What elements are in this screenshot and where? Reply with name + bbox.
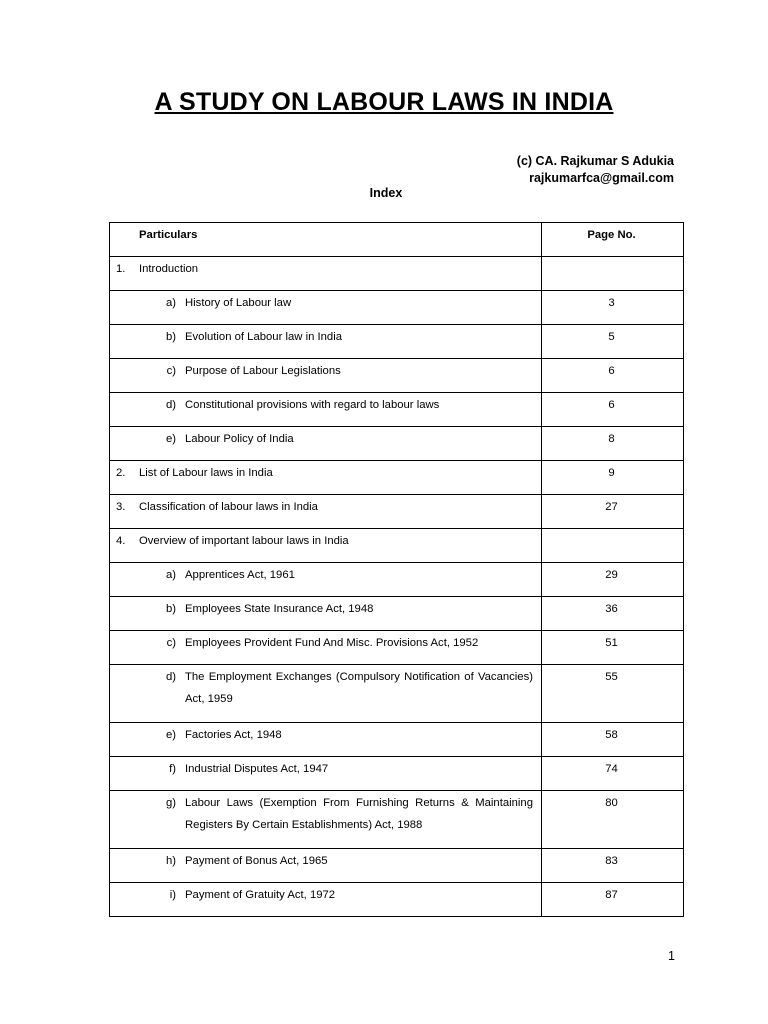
table-row [110,529,684,563]
item-letter: f) [169,763,176,775]
item-label: Purpose of Labour Legislations [185,365,341,377]
header-particulars: Particulars [139,229,198,241]
table-row [110,665,684,723]
item-label: Industrial Disputes Act, 1947 [185,763,329,775]
item-letter: d) [165,399,176,411]
item-page: 55 [542,665,684,723]
item-label: List of Labour laws in India [139,467,273,479]
item-letter: g) [165,797,176,809]
item-page: 58 [542,723,684,757]
item-label: Apprentices Act, 1961 [185,569,295,581]
item-label: Introduction [139,263,199,275]
table-row [110,757,684,791]
item-label: Employees Provident Fund And Misc. Provisions Act, 1952 [185,637,479,649]
table-row [110,563,684,597]
item-page: 9 [542,461,684,495]
table-row [110,883,684,917]
item-page: 87 [542,883,684,917]
item-label: Labour Laws (Exemption From Furnishing Returns & Maintaining Registers By Certain Establishments) Act, 1988 [185,797,533,831]
table-row [110,723,684,757]
item-page: 6 [542,359,684,393]
table-row [110,257,684,291]
item-letter: d) [165,671,176,683]
item-number: 2. [116,467,126,479]
author-line: (c) CA. Rajkumar S Adukia [516,154,674,168]
table-row [110,325,684,359]
table-row [110,461,684,495]
table-row [110,849,684,883]
item-label: Payment of Gratuity Act, 1972 [185,889,336,901]
table-row [110,791,684,849]
item-label: Classification of labour laws in India [139,501,318,513]
item-page: 80 [542,791,684,849]
item-letter: c) [166,365,176,377]
item-letter: e) [165,729,176,741]
item-letter: a) [165,297,176,309]
item-label: The Employment Exchanges (Compulsory Notification of Vacancies) Act, 1959 [185,671,533,705]
item-page: 8 [542,427,684,461]
author-block [517,153,674,187]
item-label: Factories Act, 1948 [185,729,282,741]
item-label: Employees State Insurance Act, 1948 [185,603,374,615]
item-label: Evolution of Labour law in India [185,331,343,343]
table-row [110,427,684,461]
item-label: Overview of important labour laws in India [139,535,349,547]
item-number: 1. [116,263,126,275]
item-page: 74 [542,757,684,791]
item-label: History of Labour law [185,297,292,309]
table-row [110,495,684,529]
item-letter: e) [165,433,176,445]
item-label: Payment of Bonus Act, 1965 [185,855,328,867]
item-label: Labour Policy of India [185,433,294,445]
document-title: A STUDY ON LABOUR LAWS IN INDIA [154,88,614,116]
item-letter: b) [165,331,176,343]
item-letter: c) [166,637,176,649]
author-email: rajkumarfca@gmail.com [529,171,674,185]
item-page: 5 [542,325,684,359]
item-number: 4. [116,535,126,547]
table-row [110,393,684,427]
item-number: 3. [116,501,126,513]
table-row [110,359,684,393]
item-page: 27 [542,495,684,529]
item-letter: h) [165,855,176,867]
header-page-no: Page No. [542,223,684,257]
item-page [542,257,684,291]
item-page [542,529,684,563]
item-letter: i) [169,889,176,901]
item-page: 3 [542,291,684,325]
item-letter: b) [165,603,176,615]
table-row [110,597,684,631]
page-number: 1 [668,949,675,963]
item-page: 29 [542,563,684,597]
item-letter: a) [165,569,176,581]
item-label: Constitutional provisions with regard to labour laws [185,399,440,411]
index-heading: Index [369,186,403,200]
table-row [110,631,684,665]
table-row [110,291,684,325]
item-page: 36 [542,597,684,631]
table-header-row [110,223,684,257]
item-page: 83 [542,849,684,883]
item-page: 6 [542,393,684,427]
item-page: 51 [542,631,684,665]
index-table [109,222,684,917]
